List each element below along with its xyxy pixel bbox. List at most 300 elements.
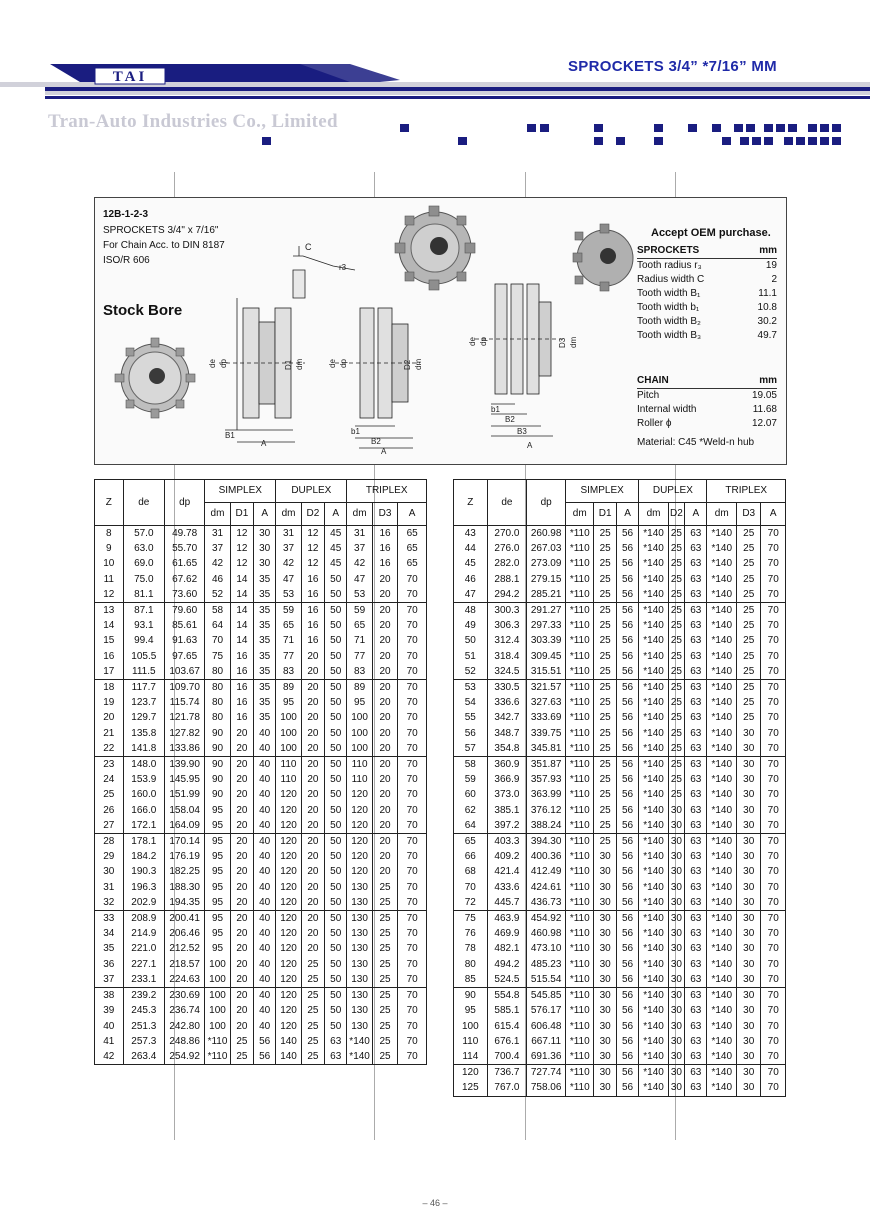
table-cell: 120 [276, 957, 301, 972]
col-A: A [761, 503, 786, 526]
table-cell: *140 [639, 680, 669, 696]
table-cell: 70 [761, 803, 786, 818]
table-cell: *110 [565, 787, 594, 802]
table-cell: 56 [616, 541, 638, 556]
table-cell: 90 [205, 787, 230, 802]
col-dm: dm [639, 503, 669, 526]
table-cell: 20 [230, 741, 253, 757]
table-row [454, 988, 786, 1004]
table-cell: *140 [707, 695, 737, 710]
table-cell: 50 [454, 633, 488, 648]
table-cell: *140 [639, 541, 669, 556]
table-cell: 56 [616, 618, 638, 633]
table-cell: 56 [616, 803, 638, 818]
table-cell: 33 [95, 911, 124, 927]
table-row [95, 818, 427, 834]
table-cell: 16 [372, 541, 397, 556]
table-cell: 59 [276, 603, 301, 619]
table-cell: 28 [95, 834, 124, 850]
table-cell: 120 [276, 818, 301, 834]
table-cell: 667.11 [527, 1034, 566, 1049]
spec-value: 49.7 [757, 330, 777, 341]
table-cell: 45 [325, 541, 347, 556]
table-cell: 70 [761, 834, 786, 850]
table-cell: 20 [230, 926, 253, 941]
table-cell: 25 [230, 1049, 253, 1065]
table-cell: 385.1 [487, 803, 527, 818]
table-cell: 56 [616, 818, 638, 834]
table-cell: 123.7 [123, 695, 164, 710]
table-cell: 190.3 [123, 864, 164, 879]
table-cell: 111.5 [123, 664, 164, 680]
table-cell: 50 [325, 618, 347, 633]
table-cell: 25 [372, 988, 397, 1004]
table-cell: 56 [616, 1080, 638, 1096]
table-cell: *140 [707, 603, 737, 619]
table-cell: 110 [276, 772, 301, 787]
table-cell: *140 [639, 941, 669, 956]
table-cell: 120 [276, 926, 301, 941]
sprocket-photo-duplex [395, 206, 475, 290]
table-cell: 63 [685, 926, 707, 941]
table-cell: 56 [616, 787, 638, 802]
table-cell: *110 [205, 1034, 230, 1049]
table-cell: 49.78 [164, 526, 204, 542]
table-cell: 20 [301, 710, 324, 725]
table-cell: 16 [301, 587, 324, 603]
table-row [95, 895, 427, 911]
spec-value: 12.07 [751, 418, 777, 429]
table-cell: 20 [301, 911, 324, 927]
table-cell: 373.0 [487, 787, 527, 802]
table-row [95, 572, 427, 587]
table-cell: 50 [325, 572, 347, 587]
table-cell: 83 [276, 664, 301, 680]
table-cell: 25 [737, 603, 761, 619]
table-cell: 70 [398, 864, 427, 879]
table-cell: 25 [301, 988, 324, 1004]
table-cell: 25 [737, 618, 761, 633]
table-cell: 95 [205, 880, 230, 895]
spec-value: 11.1 [758, 288, 777, 299]
svg-text:B2: B2 [371, 437, 381, 446]
table-cell: 184.2 [123, 849, 164, 864]
table-cell: 14 [230, 633, 253, 648]
table-cell: 63 [685, 911, 707, 927]
sprocket-photo-triplex [573, 224, 633, 291]
spec-panel [94, 197, 787, 465]
table-cell: 160.0 [123, 787, 164, 802]
table-cell: 20 [230, 941, 253, 956]
table-cell: 145.95 [164, 772, 204, 787]
table-cell: 117.7 [123, 680, 164, 696]
table-row [454, 911, 786, 927]
table-cell: 25 [668, 695, 684, 710]
table-row [95, 741, 427, 757]
table-cell: 41 [95, 1034, 124, 1049]
table-cell: 63 [685, 649, 707, 664]
table-cell: 285.21 [527, 587, 566, 603]
table-cell: 758.06 [527, 1080, 566, 1096]
svg-text:D1: D1 [284, 359, 293, 370]
table-cell: 25 [594, 664, 616, 680]
table-cell: 46 [454, 572, 488, 587]
table-cell: 40 [254, 880, 276, 895]
table-cell: 164.09 [164, 818, 204, 834]
table-cell: 90 [205, 757, 230, 773]
table-cell: 676.1 [487, 1034, 527, 1049]
table-cell: 30 [737, 772, 761, 787]
spec-row [637, 315, 777, 329]
table-cell: 40 [254, 726, 276, 741]
table-cell: 54 [454, 695, 488, 710]
table-cell: 93.1 [123, 618, 164, 633]
table-cell: 40 [254, 787, 276, 802]
table-cell: 63 [685, 941, 707, 956]
table-cell: 127.82 [164, 726, 204, 741]
table-cell: 130 [347, 895, 372, 911]
table-cell: 75.0 [123, 572, 164, 587]
table-row [454, 633, 786, 648]
table-cell: 70 [398, 680, 427, 696]
table-cell: 25 [668, 587, 684, 603]
table-cell: 70 [398, 741, 427, 757]
table-cell: 50 [325, 695, 347, 710]
spec-value: 10.8 [757, 302, 777, 313]
table-cell: 25 [594, 818, 616, 834]
table-cell: 70 [398, 572, 427, 587]
table-cell: 52 [454, 664, 488, 680]
table-cell: 20 [230, 957, 253, 972]
table-cell: 89 [347, 680, 372, 696]
svg-text:dm: dm [295, 358, 304, 370]
table-cell: 40 [254, 757, 276, 773]
table-cell: 206.46 [164, 926, 204, 941]
table-cell: 90 [205, 741, 230, 757]
svg-text:de: de [468, 337, 477, 346]
table-row [454, 972, 786, 988]
table-cell: 70 [761, 880, 786, 895]
spec-row [637, 301, 777, 315]
tooth-profile-drawing [293, 242, 355, 298]
table-cell: 95 [205, 864, 230, 879]
table-cell: 254.92 [164, 1049, 204, 1065]
table-cell: 70 [398, 726, 427, 741]
table-cell: 20 [301, 772, 324, 787]
table-cell: 44 [454, 541, 488, 556]
table-cell: 56 [616, 1003, 638, 1018]
table-cell: 40 [254, 1003, 276, 1018]
table-cell: 63 [685, 880, 707, 895]
col-dm: dm [707, 503, 737, 526]
table-cell: 70 [761, 895, 786, 911]
table-cell: 35 [254, 633, 276, 648]
table-cell: *140 [707, 664, 737, 680]
table-cell: 47 [276, 572, 301, 587]
table-cell: 65 [454, 834, 488, 850]
table-cell: 85 [454, 972, 488, 988]
table-cell: 25 [372, 972, 397, 988]
table-cell: *110 [565, 972, 594, 988]
table-cell: 63 [685, 572, 707, 587]
table-cell: 251.3 [123, 1019, 164, 1034]
table-cell: 25 [668, 772, 684, 787]
table-cell: 70 [761, 957, 786, 972]
table-cell: 336.6 [487, 695, 527, 710]
table-cell: 56 [616, 957, 638, 972]
table-cell: 53 [454, 680, 488, 696]
table-cell: 50 [325, 726, 347, 741]
table-cell: 70 [761, 757, 786, 773]
table-cell: 25 [594, 541, 616, 556]
table-cell: 16 [301, 633, 324, 648]
table-cell: *140 [707, 1034, 737, 1049]
table-row [95, 618, 427, 633]
table-cell: 25 [301, 972, 324, 988]
table-cell: *110 [565, 849, 594, 864]
table-cell: 297.33 [527, 618, 566, 633]
table-cell: 25 [301, 957, 324, 972]
table-cell: *110 [565, 556, 594, 571]
spec-row [637, 403, 777, 417]
table-row [454, 1019, 786, 1034]
table-cell: 56 [616, 972, 638, 988]
table-cell: 70 [398, 618, 427, 633]
table-cell: 348.7 [487, 726, 527, 741]
table-cell: 20 [230, 988, 253, 1004]
table-cell: 31 [95, 880, 124, 895]
table-cell: 318.4 [487, 649, 527, 664]
table-cell: 12 [230, 556, 253, 571]
table-cell: *140 [639, 633, 669, 648]
table-cell: 16 [95, 649, 124, 664]
table-cell: 166.0 [123, 803, 164, 818]
table-cell: 70 [761, 633, 786, 648]
table-cell: 312.4 [487, 633, 527, 648]
table-cell: 30 [254, 541, 276, 556]
table-row [454, 695, 786, 710]
table-row [454, 941, 786, 956]
table-cell: 130 [347, 911, 372, 927]
table-cell: 56 [616, 757, 638, 773]
svg-text:A: A [527, 441, 533, 450]
table-cell: 63 [325, 1034, 347, 1049]
table-cell: 25 [372, 911, 397, 927]
table-cell: 50 [325, 757, 347, 773]
table-cell: 25 [737, 526, 761, 542]
table-cell: 14 [230, 603, 253, 619]
sprocket-spec-header: SPROCKETS mm [637, 244, 777, 259]
table-cell: 20 [301, 695, 324, 710]
table-cell: 30 [737, 803, 761, 818]
table-cell: 30 [668, 941, 684, 956]
table-cell: 95 [454, 1003, 488, 1018]
table-cell: 267.03 [527, 541, 566, 556]
table-cell: 83 [347, 664, 372, 680]
table-cell: 30 [95, 864, 124, 879]
table-cell: 65 [398, 556, 427, 571]
table-row [95, 757, 427, 773]
spec-label: Tooth radius r₃ [637, 260, 702, 271]
table-cell: 120 [347, 803, 372, 818]
table-cell: 30 [594, 988, 616, 1004]
table-row [454, 957, 786, 972]
table-row [95, 556, 427, 571]
table-row [95, 710, 427, 725]
table-cell: 57.0 [123, 526, 164, 542]
table-cell: *140 [707, 972, 737, 988]
table-cell: 66 [454, 849, 488, 864]
table-cell: 70 [761, 787, 786, 802]
table-cell: 10 [95, 556, 124, 571]
table-cell: 70 [761, 926, 786, 941]
table-cell: 12 [301, 541, 324, 556]
table-row [95, 880, 427, 895]
table-cell: 25 [301, 1034, 324, 1049]
table-cell: 56 [616, 834, 638, 850]
table-cell: 460.98 [527, 926, 566, 941]
table-cell: 30 [668, 895, 684, 911]
table-cell: 50 [325, 941, 347, 956]
table-cell: 70 [761, 603, 786, 619]
table-cell: 767.0 [487, 1080, 527, 1096]
table-cell: 25 [668, 649, 684, 664]
table-cell: 230.69 [164, 988, 204, 1004]
table-cell: 315.51 [527, 664, 566, 680]
table-cell: *140 [707, 849, 737, 864]
table-cell: 120 [347, 787, 372, 802]
table-cell: 30 [594, 1080, 616, 1096]
table-cell: 56 [454, 726, 488, 741]
table-row [454, 1034, 786, 1049]
table-cell: 30 [594, 895, 616, 911]
table-cell: *110 [565, 526, 594, 542]
table-cell: 245.3 [123, 1003, 164, 1018]
sprocket-table-right [453, 479, 786, 1097]
table-cell: 22 [95, 741, 124, 757]
table-cell: 30 [737, 726, 761, 741]
table-row [454, 864, 786, 879]
table-cell: 46 [205, 572, 230, 587]
table-cell: 120 [276, 880, 301, 895]
table-cell: 20 [301, 834, 324, 850]
table-cell: 25 [594, 695, 616, 710]
table-cell: 120 [347, 818, 372, 834]
table-cell: 30 [737, 864, 761, 879]
col-duplex: DUPLEX [276, 480, 347, 503]
table-cell: 70 [761, 526, 786, 542]
table-cell: *140 [707, 1019, 737, 1034]
table-cell: 53 [347, 587, 372, 603]
table-cell: 120 [276, 803, 301, 818]
table-cell: 403.3 [487, 834, 527, 850]
table-cell: 63 [685, 1080, 707, 1096]
table-cell: 70 [398, 757, 427, 773]
table-cell: 345.81 [527, 741, 566, 757]
table-cell: 29 [95, 849, 124, 864]
table-cell: 87.1 [123, 603, 164, 619]
table-cell: 43 [454, 526, 488, 542]
table-cell: 25 [668, 603, 684, 619]
table-cell: 25 [737, 572, 761, 587]
table-cell: 194.35 [164, 895, 204, 911]
table-cell: 20 [230, 849, 253, 864]
col-D2: D2 [668, 503, 684, 526]
table-cell: 50 [325, 680, 347, 696]
table-cell: 35 [254, 618, 276, 633]
table-cell: 63 [685, 1019, 707, 1034]
logo-text: TAI [112, 69, 148, 85]
table-cell: *110 [565, 911, 594, 927]
spec-label: Tooth width B₃ [637, 330, 702, 341]
table-cell: 35 [254, 587, 276, 603]
table-cell: 70 [398, 818, 427, 834]
table-cell: 263.4 [123, 1049, 164, 1065]
table-cell: 70 [761, 1034, 786, 1049]
table-cell: 25 [737, 695, 761, 710]
table-cell: 30 [254, 556, 276, 571]
table-cell: 95 [205, 818, 230, 834]
table-cell: *140 [639, 834, 669, 850]
table-cell: 114 [454, 1049, 488, 1065]
table-cell: *110 [565, 818, 594, 834]
table-cell: 79.60 [164, 603, 204, 619]
table-cell: 125 [454, 1080, 488, 1096]
table-row [454, 603, 786, 619]
table-cell: 65 [398, 526, 427, 542]
table-cell: 30 [594, 849, 616, 864]
table-row [454, 664, 786, 680]
table-cell: 56 [616, 1065, 638, 1081]
table-cell: 70 [761, 1080, 786, 1096]
table-cell: *110 [565, 1034, 594, 1049]
table-row [454, 1003, 786, 1018]
table-cell: *140 [707, 726, 737, 741]
table-cell: 473.10 [527, 941, 566, 956]
table-cell: 130 [347, 957, 372, 972]
table-cell: 16 [230, 649, 253, 664]
table-cell: 63 [685, 618, 707, 633]
table-cell: 64 [205, 618, 230, 633]
table-cell: 100 [205, 972, 230, 988]
table-cell: *140 [347, 1034, 372, 1049]
table-cell: 30 [737, 957, 761, 972]
table-cell: 50 [325, 787, 347, 802]
table-cell: 30 [737, 1003, 761, 1018]
table-cell: 95 [205, 941, 230, 956]
table-cell: 40 [254, 911, 276, 927]
table-cell: 25 [594, 526, 616, 542]
table-cell: *110 [565, 757, 594, 773]
table-cell: 224.63 [164, 972, 204, 988]
table-cell: 70 [761, 1019, 786, 1034]
col-D3: D3 [372, 503, 397, 526]
table-cell: 42 [95, 1049, 124, 1065]
table-cell: 70 [761, 572, 786, 587]
chain-spec-table [637, 374, 777, 431]
table-cell: 70 [398, 664, 427, 680]
table-cell: 70 [398, 710, 427, 725]
table-cell: 141.8 [123, 741, 164, 757]
col-D2: D2 [301, 503, 324, 526]
table-cell: 129.7 [123, 710, 164, 725]
table-cell: 20 [372, 664, 397, 680]
table-cell: 20 [301, 849, 324, 864]
table-cell: 50 [325, 972, 347, 988]
table-cell: 70 [398, 1003, 427, 1018]
table-cell: 70 [398, 633, 427, 648]
table-cell: 25 [594, 587, 616, 603]
